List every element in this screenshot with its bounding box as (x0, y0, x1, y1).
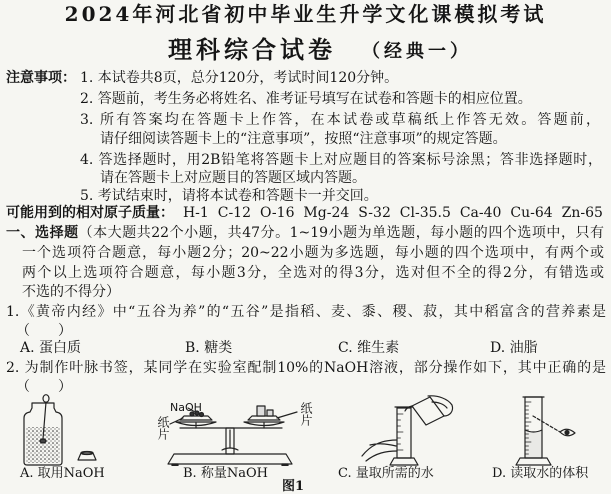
caption-a: A. 取用NaOH (20, 466, 105, 481)
notes-line-5: 5. 考试结束时，请将本试卷和答题卡一并交回。 (80, 188, 378, 204)
paper-subtitle: 理科综合试卷 (168, 35, 336, 64)
atomic-mass: Mg-24 (303, 205, 350, 221)
atomic-mass: C-12 (217, 205, 251, 221)
question-1-option-d: D. 油脂 (490, 340, 538, 356)
section-intro-text: （本大题共22个小题，共47分。1~19小题为单选题，每小题的四个选项中，只有 (78, 225, 604, 241)
section-intro-line-2: 一个选项符合题意，每小题2分；20~22小题为多选题，每小题的四个选项中，有两个或 (22, 245, 604, 261)
eye-pupil (565, 431, 569, 435)
section-heading: 一、选择题 (6, 225, 79, 241)
question-1-stem: 1.《黄帝内经》中“五谷为养”的“五谷”是指稻、麦、黍、稷、菽，其中稻富含的营养素是 (6, 304, 606, 320)
notes-line-4-cont: 请在答题卡上对应题目的答题区域内答题。 (100, 170, 366, 186)
question-1-option-b: B. 糖类 (185, 340, 233, 356)
exam-title: 2024年河北省初中毕业生升学文化课模拟考试 (64, 2, 547, 26)
tilted-beaker (412, 397, 444, 425)
caption-b: B. 称量NaOH (183, 466, 268, 481)
cylinder-c-base (390, 458, 418, 465)
atomic-mass: Ca-40 (459, 205, 502, 221)
question-1-answer-blank: （ ） (16, 323, 72, 339)
figure-b-weigh-naoh (168, 406, 297, 466)
caption-d: D. 读取水的体积 (492, 466, 589, 481)
section-intro-line-3: 两个以上选项符合题意，每小题3分，全选对的得3分，选对但不全的得2分，有错选或 (22, 265, 604, 281)
figure-c-measure-water (362, 396, 453, 465)
balance-scale (222, 448, 238, 450)
graduated-cylinder-c (397, 408, 411, 458)
cylinder-c-graduations (397, 414, 403, 450)
spoon-handle-loop (43, 395, 49, 403)
question-1-option-a: A. 蛋白质 (20, 340, 82, 356)
atomic-mass: Zn-65 (561, 205, 603, 221)
atomic-mass: H-1 (182, 205, 209, 221)
figure-number: 图1 (282, 479, 305, 494)
notes-line-1: 1. 本试卷共8页，总分120分，考试时间120分钟。 (80, 70, 399, 86)
atomic-masses-label: 可能用到的相对原子质量： (6, 205, 174, 221)
atomic-mass: Cl-35.5 (399, 205, 451, 221)
figure-a-take-naoh (24, 395, 96, 465)
caption-c: C. 量取所需的水 (338, 466, 434, 481)
notes-line-4: 4. 答选择题时，用2B铅笔将答题卡上对应题目的答案标号涂黑；答非选择题时， (80, 152, 602, 168)
paper-right-leader (277, 412, 297, 418)
notes-label: 注意事项： (6, 70, 76, 86)
paper-edition: （经典一） (362, 41, 472, 62)
question-1-option-c: C. 维生素 (338, 340, 400, 356)
cylinder-d-base (516, 458, 551, 465)
atomic-mass: S-32 (358, 205, 391, 221)
leveling-foot (282, 464, 288, 466)
leveling-foot (172, 464, 178, 466)
spoon-scoop (40, 439, 46, 443)
balance-base (168, 454, 292, 464)
right-paper (248, 416, 280, 420)
weight-small (267, 410, 273, 416)
figure-d-read-volume (516, 397, 575, 465)
notes-line-2: 2. 答题前，考生务必将姓名、准考证号填写在试卷和答题卡的相应位置。 (80, 91, 532, 107)
section-intro-line-1 (6, 224, 604, 242)
notes-line-3: 3. 所有答案均在答题卡上作答，在本试卷或草稿纸上作答无效。答题前， (80, 112, 600, 128)
left-hand (362, 440, 397, 461)
atomic-mass: O-16 (259, 205, 295, 221)
paper-label-left: 纸片 (156, 416, 170, 440)
question-2-answer-blank: （ ） (16, 379, 72, 395)
left-paper (180, 416, 212, 420)
weight-large (257, 406, 265, 416)
section-intro-line-4: 不选的不得分） (22, 284, 120, 300)
question-2-stem: 2. 为制作叶脉书签，某同学在实验室配制10%的NaOH溶液，部分操作如下，其中正确的是 (6, 360, 606, 376)
sight-line (533, 416, 560, 432)
paper-label-right: 纸片 (299, 402, 313, 426)
atomic-mass: Cu-64 (510, 205, 553, 221)
naoh-label: NaOH (170, 401, 202, 414)
atomic-masses-row (6, 204, 603, 222)
notes-line-3-cont: 请仔细阅读答题卡上的“注意事项”，按照“注意事项”的规定答题。 (100, 131, 507, 147)
